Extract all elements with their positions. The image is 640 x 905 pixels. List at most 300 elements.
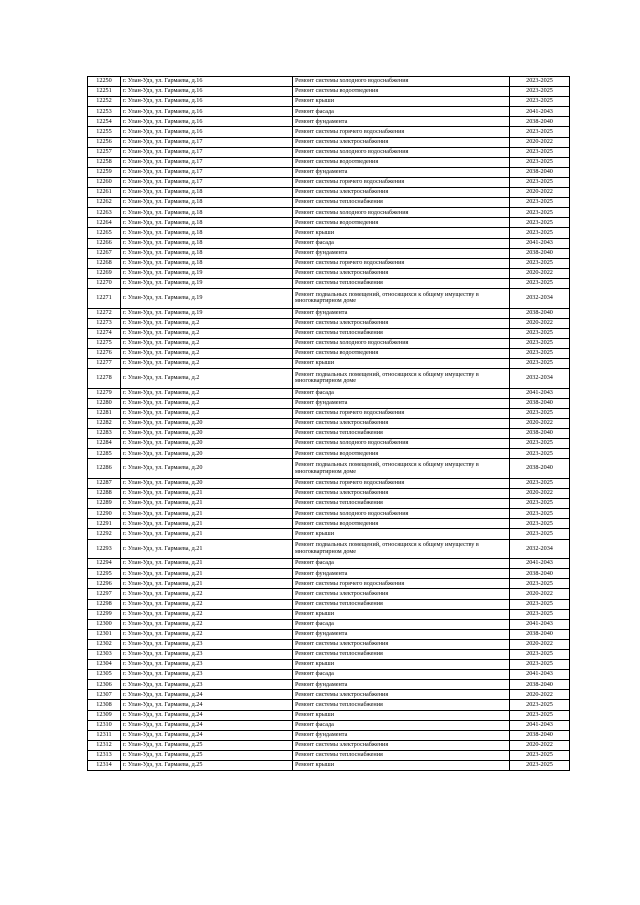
address-cell: г. Улан-Удэ, ул. Гармаева, д.16 bbox=[121, 77, 293, 87]
address-cell: г. Улан-Удэ, ул. Гармаева, д.23 bbox=[121, 670, 293, 680]
period-cell: 2032-2034 bbox=[510, 539, 570, 559]
row-number-cell: 12257 bbox=[88, 147, 121, 157]
work-type-cell: Ремонт фундамента bbox=[293, 308, 510, 318]
table-row bbox=[88, 198, 570, 208]
work-type-cell: Ремонт системы водоотведения bbox=[293, 218, 510, 228]
work-type-cell: Ремонт крыши bbox=[293, 710, 510, 720]
address-cell: г. Улан-Удэ, ул. Гармаева, д.19 bbox=[121, 278, 293, 288]
address-cell: г. Улан-Удэ, ул. Гармаева, д.25 bbox=[121, 750, 293, 760]
work-type-cell: Ремонт системы электроснабжения bbox=[293, 690, 510, 700]
address-cell: г. Улан-Удэ, ул. Гармаева, д.16 bbox=[121, 117, 293, 127]
address-cell: г. Улан-Удэ, ул. Гармаева, д.2 bbox=[121, 318, 293, 328]
row-number-cell: 12310 bbox=[88, 720, 121, 730]
period-cell: 2038-2040 bbox=[510, 569, 570, 579]
row-number-cell: 12293 bbox=[88, 539, 121, 559]
period-cell: 2023-2025 bbox=[510, 761, 570, 771]
row-number-cell: 12269 bbox=[88, 268, 121, 278]
work-type-cell: Ремонт системы водоотведения bbox=[293, 449, 510, 459]
table-row bbox=[88, 348, 570, 358]
work-type-cell: Ремонт системы электроснабжения bbox=[293, 639, 510, 649]
row-number-cell: 12307 bbox=[88, 690, 121, 700]
table-row bbox=[88, 529, 570, 539]
row-number-cell: 12254 bbox=[88, 117, 121, 127]
row-number-cell: 12265 bbox=[88, 228, 121, 238]
address-cell: г. Улан-Удэ, ул. Гармаева, д.18 bbox=[121, 238, 293, 248]
address-cell: г. Улан-Удэ, ул. Гармаева, д.22 bbox=[121, 599, 293, 609]
table-row bbox=[88, 177, 570, 187]
table-row bbox=[88, 147, 570, 157]
table-row bbox=[88, 609, 570, 619]
work-type-cell: Ремонт фасада bbox=[293, 388, 510, 398]
table-row bbox=[88, 127, 570, 137]
period-cell: 2023-2025 bbox=[510, 338, 570, 348]
row-number-cell: 12264 bbox=[88, 218, 121, 228]
row-number-cell: 12252 bbox=[88, 97, 121, 107]
period-cell: 2038-2040 bbox=[510, 248, 570, 258]
work-type-cell: Ремонт фундамента bbox=[293, 248, 510, 258]
row-number-cell: 12304 bbox=[88, 660, 121, 670]
work-type-cell: Ремонт крыши bbox=[293, 609, 510, 619]
period-cell: 2038-2040 bbox=[510, 117, 570, 127]
period-cell: 2023-2025 bbox=[510, 359, 570, 369]
address-cell: г. Улан-Удэ, ул. Гармаева, д.19 bbox=[121, 268, 293, 278]
period-cell: 2023-2025 bbox=[510, 519, 570, 529]
table-row bbox=[88, 439, 570, 449]
period-cell: 2023-2025 bbox=[510, 198, 570, 208]
work-type-cell: Ремонт системы холодного водоснабжения bbox=[293, 509, 510, 519]
period-cell: 2023-2025 bbox=[510, 218, 570, 228]
table-row bbox=[88, 740, 570, 750]
work-type-cell: Ремонт фасада bbox=[293, 670, 510, 680]
period-cell: 2020-2022 bbox=[510, 740, 570, 750]
table-row bbox=[88, 308, 570, 318]
period-cell: 2023-2025 bbox=[510, 258, 570, 268]
row-number-cell: 12297 bbox=[88, 589, 121, 599]
table-body bbox=[88, 77, 570, 771]
work-type-cell: Ремонт системы горячего водоснабжения bbox=[293, 408, 510, 418]
table-row bbox=[88, 278, 570, 288]
table-row bbox=[88, 559, 570, 569]
period-cell: 2038-2040 bbox=[510, 308, 570, 318]
address-cell: г. Улан-Удэ, ул. Гармаева, д.24 bbox=[121, 700, 293, 710]
table-row bbox=[88, 398, 570, 408]
address-cell: г. Улан-Удэ, ул. Гармаева, д.2 bbox=[121, 359, 293, 369]
row-number-cell: 12263 bbox=[88, 208, 121, 218]
row-number-cell: 12303 bbox=[88, 649, 121, 659]
table-row bbox=[88, 419, 570, 429]
period-cell: 2041-2043 bbox=[510, 619, 570, 629]
period-cell: 2023-2025 bbox=[510, 499, 570, 509]
table-row bbox=[88, 408, 570, 418]
work-type-cell: Ремонт системы теплоснабжения bbox=[293, 599, 510, 609]
row-number-cell: 12313 bbox=[88, 750, 121, 760]
row-number-cell: 12277 bbox=[88, 359, 121, 369]
table-row bbox=[88, 338, 570, 348]
table-row bbox=[88, 730, 570, 740]
period-cell: 2020-2022 bbox=[510, 690, 570, 700]
work-type-cell: Ремонт системы электроснабжения bbox=[293, 489, 510, 499]
period-cell: 2041-2043 bbox=[510, 238, 570, 248]
period-cell: 2020-2022 bbox=[510, 137, 570, 147]
period-cell: 2041-2043 bbox=[510, 559, 570, 569]
row-number-cell: 12253 bbox=[88, 107, 121, 117]
row-number-cell: 12279 bbox=[88, 388, 121, 398]
work-type-cell: Ремонт системы холодного водоснабжения bbox=[293, 77, 510, 87]
repair-schedule-table bbox=[87, 76, 570, 771]
address-cell: г. Улан-Удэ, ул. Гармаева, д.2 bbox=[121, 328, 293, 338]
table-row bbox=[88, 629, 570, 639]
table-row bbox=[88, 268, 570, 278]
address-cell: г. Улан-Удэ, ул. Гармаева, д.2 bbox=[121, 338, 293, 348]
period-cell: 2023-2025 bbox=[510, 649, 570, 659]
row-number-cell: 12282 bbox=[88, 419, 121, 429]
table-row bbox=[88, 720, 570, 730]
row-number-cell: 12288 bbox=[88, 489, 121, 499]
row-number-cell: 12306 bbox=[88, 680, 121, 690]
work-type-cell: Ремонт фундамента bbox=[293, 629, 510, 639]
row-number-cell: 12251 bbox=[88, 87, 121, 97]
table-row bbox=[88, 117, 570, 127]
period-cell: 2023-2025 bbox=[510, 579, 570, 589]
row-number-cell: 12300 bbox=[88, 619, 121, 629]
row-number-cell: 12271 bbox=[88, 288, 121, 308]
work-type-cell: Ремонт фундамента bbox=[293, 398, 510, 408]
work-type-cell: Ремонт крыши bbox=[293, 660, 510, 670]
row-number-cell: 12298 bbox=[88, 599, 121, 609]
period-cell: 2023-2025 bbox=[510, 127, 570, 137]
row-number-cell: 12284 bbox=[88, 439, 121, 449]
address-cell: г. Улан-Удэ, ул. Гармаева, д.24 bbox=[121, 690, 293, 700]
period-cell: 2038-2040 bbox=[510, 680, 570, 690]
table-row bbox=[88, 519, 570, 529]
period-cell: 2023-2025 bbox=[510, 478, 570, 488]
address-cell: г. Улан-Удэ, ул. Гармаева, д.21 bbox=[121, 529, 293, 539]
row-number-cell: 12268 bbox=[88, 258, 121, 268]
period-cell: 2032-2034 bbox=[510, 369, 570, 389]
address-cell: г. Улан-Удэ, ул. Гармаева, д.2 bbox=[121, 369, 293, 389]
row-number-cell: 12294 bbox=[88, 559, 121, 569]
period-cell: 2023-2025 bbox=[510, 177, 570, 187]
work-type-cell: Ремонт крыши bbox=[293, 529, 510, 539]
period-cell: 2020-2022 bbox=[510, 489, 570, 499]
period-cell: 2020-2022 bbox=[510, 589, 570, 599]
table-row bbox=[88, 258, 570, 268]
period-cell: 2041-2043 bbox=[510, 388, 570, 398]
table-row bbox=[88, 750, 570, 760]
row-number-cell: 12278 bbox=[88, 369, 121, 389]
period-cell: 2041-2043 bbox=[510, 107, 570, 117]
work-type-cell: Ремонт системы горячего водоснабжения bbox=[293, 579, 510, 589]
table-row bbox=[88, 539, 570, 559]
table-row bbox=[88, 369, 570, 389]
address-cell: г. Улан-Удэ, ул. Гармаева, д.17 bbox=[121, 137, 293, 147]
row-number-cell: 12283 bbox=[88, 429, 121, 439]
address-cell: г. Улан-Удэ, ул. Гармаева, д.18 bbox=[121, 248, 293, 258]
table-row bbox=[88, 188, 570, 198]
period-cell: 2041-2043 bbox=[510, 720, 570, 730]
row-number-cell: 12276 bbox=[88, 348, 121, 358]
period-cell: 2038-2040 bbox=[510, 459, 570, 479]
table-row bbox=[88, 167, 570, 177]
period-cell: 2023-2025 bbox=[510, 710, 570, 720]
work-type-cell: Ремонт фасада bbox=[293, 238, 510, 248]
address-cell: г. Улан-Удэ, ул. Гармаева, д.18 bbox=[121, 218, 293, 228]
address-cell: г. Улан-Удэ, ул. Гармаева, д.21 bbox=[121, 509, 293, 519]
row-number-cell: 12286 bbox=[88, 459, 121, 479]
work-type-cell: Ремонт системы холодного водоснабжения bbox=[293, 338, 510, 348]
row-number-cell: 12305 bbox=[88, 670, 121, 680]
address-cell: г. Улан-Удэ, ул. Гармаева, д.18 bbox=[121, 198, 293, 208]
table-row bbox=[88, 700, 570, 710]
period-cell: 2038-2040 bbox=[510, 167, 570, 177]
work-type-cell: Ремонт системы теплоснабжения bbox=[293, 429, 510, 439]
table-row bbox=[88, 459, 570, 479]
address-cell: г. Улан-Удэ, ул. Гармаева, д.16 bbox=[121, 127, 293, 137]
row-number-cell: 12290 bbox=[88, 509, 121, 519]
table-row bbox=[88, 218, 570, 228]
work-type-cell: Ремонт системы электроснабжения bbox=[293, 589, 510, 599]
table-row bbox=[88, 208, 570, 218]
work-type-cell: Ремонт фундамента bbox=[293, 680, 510, 690]
period-cell: 2023-2025 bbox=[510, 599, 570, 609]
table-row bbox=[88, 318, 570, 328]
address-cell: г. Улан-Удэ, ул. Гармаева, д.2 bbox=[121, 388, 293, 398]
address-cell: г. Улан-Удэ, ул. Гармаева, д.21 bbox=[121, 579, 293, 589]
table-row bbox=[88, 680, 570, 690]
address-cell: г. Улан-Удэ, ул. Гармаева, д.19 bbox=[121, 288, 293, 308]
row-number-cell: 12267 bbox=[88, 248, 121, 258]
work-type-cell: Ремонт системы теплоснабжения bbox=[293, 750, 510, 760]
address-cell: г. Улан-Удэ, ул. Гармаева, д.21 bbox=[121, 569, 293, 579]
period-cell: 2038-2040 bbox=[510, 629, 570, 639]
address-cell: г. Улан-Удэ, ул. Гармаева, д.21 bbox=[121, 499, 293, 509]
address-cell: г. Улан-Удэ, ул. Гармаева, д.21 bbox=[121, 489, 293, 499]
address-cell: г. Улан-Удэ, ул. Гармаева, д.25 bbox=[121, 740, 293, 750]
table-row bbox=[88, 157, 570, 167]
row-number-cell: 12275 bbox=[88, 338, 121, 348]
period-cell: 2020-2022 bbox=[510, 419, 570, 429]
work-type-cell: Ремонт системы электроснабжения bbox=[293, 419, 510, 429]
period-cell: 2023-2025 bbox=[510, 228, 570, 238]
work-type-cell: Ремонт системы холодного водоснабжения bbox=[293, 147, 510, 157]
row-number-cell: 12250 bbox=[88, 77, 121, 87]
table-row bbox=[88, 660, 570, 670]
work-type-cell: Ремонт системы холодного водоснабжения bbox=[293, 208, 510, 218]
period-cell: 2023-2025 bbox=[510, 449, 570, 459]
address-cell: г. Улан-Удэ, ул. Гармаева, д.20 bbox=[121, 439, 293, 449]
table-row bbox=[88, 328, 570, 338]
row-number-cell: 12281 bbox=[88, 408, 121, 418]
period-cell: 2023-2025 bbox=[510, 509, 570, 519]
work-type-cell: Ремонт фундамента bbox=[293, 117, 510, 127]
table-row bbox=[88, 388, 570, 398]
table-row bbox=[88, 499, 570, 509]
row-number-cell: 12261 bbox=[88, 188, 121, 198]
address-cell: г. Улан-Удэ, ул. Гармаева, д.24 bbox=[121, 720, 293, 730]
work-type-cell: Ремонт системы теплоснабжения bbox=[293, 700, 510, 710]
address-cell: г. Улан-Удэ, ул. Гармаева, д.20 bbox=[121, 429, 293, 439]
work-type-cell: Ремонт системы электроснабжения bbox=[293, 740, 510, 750]
work-type-cell: Ремонт системы горячего водоснабжения bbox=[293, 478, 510, 488]
address-cell: г. Улан-Удэ, ул. Гармаева, д.23 bbox=[121, 680, 293, 690]
work-type-cell: Ремонт системы водоотведения bbox=[293, 348, 510, 358]
address-cell: г. Улан-Удэ, ул. Гармаева, д.17 bbox=[121, 167, 293, 177]
address-cell: г. Улан-Удэ, ул. Гармаева, д.22 bbox=[121, 629, 293, 639]
address-cell: г. Улан-Удэ, ул. Гармаева, д.23 bbox=[121, 660, 293, 670]
period-cell: 2038-2040 bbox=[510, 730, 570, 740]
address-cell: г. Улан-Удэ, ул. Гармаева, д.21 bbox=[121, 539, 293, 559]
address-cell: г. Улан-Удэ, ул. Гармаева, д.17 bbox=[121, 177, 293, 187]
address-cell: г. Улан-Удэ, ул. Гармаева, д.17 bbox=[121, 157, 293, 167]
table-row bbox=[88, 449, 570, 459]
period-cell: 2023-2025 bbox=[510, 348, 570, 358]
row-number-cell: 12256 bbox=[88, 137, 121, 147]
address-cell: г. Улан-Удэ, ул. Гармаева, д.16 bbox=[121, 107, 293, 117]
row-number-cell: 12296 bbox=[88, 579, 121, 589]
table-row bbox=[88, 248, 570, 258]
table-row bbox=[88, 489, 570, 499]
period-cell: 2020-2022 bbox=[510, 188, 570, 198]
table-row bbox=[88, 619, 570, 629]
work-type-cell: Ремонт системы теплоснабжения bbox=[293, 328, 510, 338]
table-row bbox=[88, 509, 570, 519]
address-cell: г. Улан-Удэ, ул. Гармаева, д.25 bbox=[121, 761, 293, 771]
table-row bbox=[88, 579, 570, 589]
row-number-cell: 12308 bbox=[88, 700, 121, 710]
address-cell: г. Улан-Удэ, ул. Гармаева, д.23 bbox=[121, 649, 293, 659]
period-cell: 2032-2034 bbox=[510, 288, 570, 308]
address-cell: г. Улан-Удэ, ул. Гармаева, д.22 bbox=[121, 619, 293, 629]
table-row bbox=[88, 77, 570, 87]
row-number-cell: 12280 bbox=[88, 398, 121, 408]
address-cell: г. Улан-Удэ, ул. Гармаева, д.18 bbox=[121, 188, 293, 198]
row-number-cell: 12270 bbox=[88, 278, 121, 288]
row-number-cell: 12285 bbox=[88, 449, 121, 459]
address-cell: г. Улан-Удэ, ул. Гармаева, д.2 bbox=[121, 348, 293, 358]
address-cell: г. Улан-Удэ, ул. Гармаева, д.22 bbox=[121, 609, 293, 619]
work-type-cell: Ремонт фасада bbox=[293, 107, 510, 117]
address-cell: г. Улан-Удэ, ул. Гармаева, д.18 bbox=[121, 228, 293, 238]
table-row bbox=[88, 690, 570, 700]
address-cell: г. Улан-Удэ, ул. Гармаева, д.18 bbox=[121, 258, 293, 268]
address-cell: г. Улан-Удэ, ул. Гармаева, д.23 bbox=[121, 639, 293, 649]
period-cell: 2023-2025 bbox=[510, 609, 570, 619]
work-type-cell: Ремонт системы электроснабжения bbox=[293, 318, 510, 328]
row-number-cell: 12302 bbox=[88, 639, 121, 649]
address-cell: г. Улан-Удэ, ул. Гармаева, д.24 bbox=[121, 730, 293, 740]
row-number-cell: 12289 bbox=[88, 499, 121, 509]
address-cell: г. Улан-Удэ, ул. Гармаева, д.20 bbox=[121, 478, 293, 488]
address-cell: г. Улан-Удэ, ул. Гармаева, д.2 bbox=[121, 398, 293, 408]
row-number-cell: 12292 bbox=[88, 529, 121, 539]
table-row bbox=[88, 478, 570, 488]
period-cell: 2023-2025 bbox=[510, 408, 570, 418]
period-cell: 2023-2025 bbox=[510, 208, 570, 218]
table-row bbox=[88, 649, 570, 659]
row-number-cell: 12259 bbox=[88, 167, 121, 177]
work-type-cell: Ремонт системы водоотведения bbox=[293, 519, 510, 529]
work-type-cell: Ремонт фасада bbox=[293, 619, 510, 629]
row-number-cell: 12260 bbox=[88, 177, 121, 187]
work-type-cell: Ремонт фасада bbox=[293, 559, 510, 569]
address-cell: г. Улан-Удэ, ул. Гармаева, д.18 bbox=[121, 208, 293, 218]
table-row bbox=[88, 429, 570, 439]
period-cell: 2023-2025 bbox=[510, 157, 570, 167]
address-cell: г. Улан-Удэ, ул. Гармаева, д.20 bbox=[121, 419, 293, 429]
period-cell: 2020-2022 bbox=[510, 639, 570, 649]
table-row bbox=[88, 761, 570, 771]
work-type-cell: Ремонт фасада bbox=[293, 720, 510, 730]
table-row bbox=[88, 238, 570, 248]
row-number-cell: 12266 bbox=[88, 238, 121, 248]
work-type-cell: Ремонт крыши bbox=[293, 228, 510, 238]
period-cell: 2041-2043 bbox=[510, 670, 570, 680]
table-row bbox=[88, 228, 570, 238]
period-cell: 2023-2025 bbox=[510, 328, 570, 338]
address-cell: г. Улан-Удэ, ул. Гармаева, д.20 bbox=[121, 459, 293, 479]
work-type-cell: Ремонт системы электроснабжения bbox=[293, 137, 510, 147]
row-number-cell: 12311 bbox=[88, 730, 121, 740]
work-type-cell: Ремонт подвальных помещений, относящихся к общему имуществу в многоквартирном доме bbox=[293, 539, 510, 559]
row-number-cell: 12274 bbox=[88, 328, 121, 338]
table-row bbox=[88, 599, 570, 609]
work-type-cell: Ремонт системы горячего водоснабжения bbox=[293, 177, 510, 187]
work-type-cell: Ремонт системы электроснабжения bbox=[293, 188, 510, 198]
address-cell: г. Улан-Удэ, ул. Гармаева, д.24 bbox=[121, 710, 293, 720]
work-type-cell: Ремонт подвальных помещений, относящихся к общему имуществу в многоквартирном доме bbox=[293, 288, 510, 308]
table-row bbox=[88, 670, 570, 680]
row-number-cell: 12295 bbox=[88, 569, 121, 579]
table-row bbox=[88, 107, 570, 117]
work-type-cell: Ремонт системы водоотведения bbox=[293, 87, 510, 97]
period-cell: 2038-2040 bbox=[510, 398, 570, 408]
row-number-cell: 12314 bbox=[88, 761, 121, 771]
work-type-cell: Ремонт системы теплоснабжения bbox=[293, 649, 510, 659]
period-cell: 2023-2025 bbox=[510, 750, 570, 760]
table-row bbox=[88, 87, 570, 97]
row-number-cell: 12262 bbox=[88, 198, 121, 208]
work-type-cell: Ремонт системы теплоснабжения bbox=[293, 198, 510, 208]
period-cell: 2023-2025 bbox=[510, 87, 570, 97]
period-cell: 2023-2025 bbox=[510, 278, 570, 288]
row-number-cell: 12299 bbox=[88, 609, 121, 619]
work-type-cell: Ремонт системы холодного водоснабжения bbox=[293, 439, 510, 449]
table-row bbox=[88, 288, 570, 308]
work-type-cell: Ремонт фундамента bbox=[293, 569, 510, 579]
work-type-cell: Ремонт системы электроснабжения bbox=[293, 268, 510, 278]
work-type-cell: Ремонт системы теплоснабжения bbox=[293, 499, 510, 509]
work-type-cell: Ремонт крыши bbox=[293, 97, 510, 107]
row-number-cell: 12309 bbox=[88, 710, 121, 720]
table-row bbox=[88, 589, 570, 599]
work-type-cell: Ремонт крыши bbox=[293, 359, 510, 369]
period-cell: 2023-2025 bbox=[510, 700, 570, 710]
address-cell: г. Улан-Удэ, ул. Гармаева, д.22 bbox=[121, 589, 293, 599]
address-cell: г. Улан-Удэ, ул. Гармаева, д.21 bbox=[121, 519, 293, 529]
row-number-cell: 12255 bbox=[88, 127, 121, 137]
row-number-cell: 12301 bbox=[88, 629, 121, 639]
period-cell: 2023-2025 bbox=[510, 439, 570, 449]
address-cell: г. Улан-Удэ, ул. Гармаева, д.2 bbox=[121, 408, 293, 418]
address-cell: г. Улан-Удэ, ул. Гармаева, д.16 bbox=[121, 87, 293, 97]
period-cell: 2023-2025 bbox=[510, 660, 570, 670]
work-type-cell: Ремонт фундамента bbox=[293, 167, 510, 177]
address-cell: г. Улан-Удэ, ул. Гармаева, д.21 bbox=[121, 559, 293, 569]
row-number-cell: 12273 bbox=[88, 318, 121, 328]
period-cell: 2038-2040 bbox=[510, 429, 570, 439]
table-row bbox=[88, 639, 570, 649]
period-cell: 2020-2022 bbox=[510, 318, 570, 328]
